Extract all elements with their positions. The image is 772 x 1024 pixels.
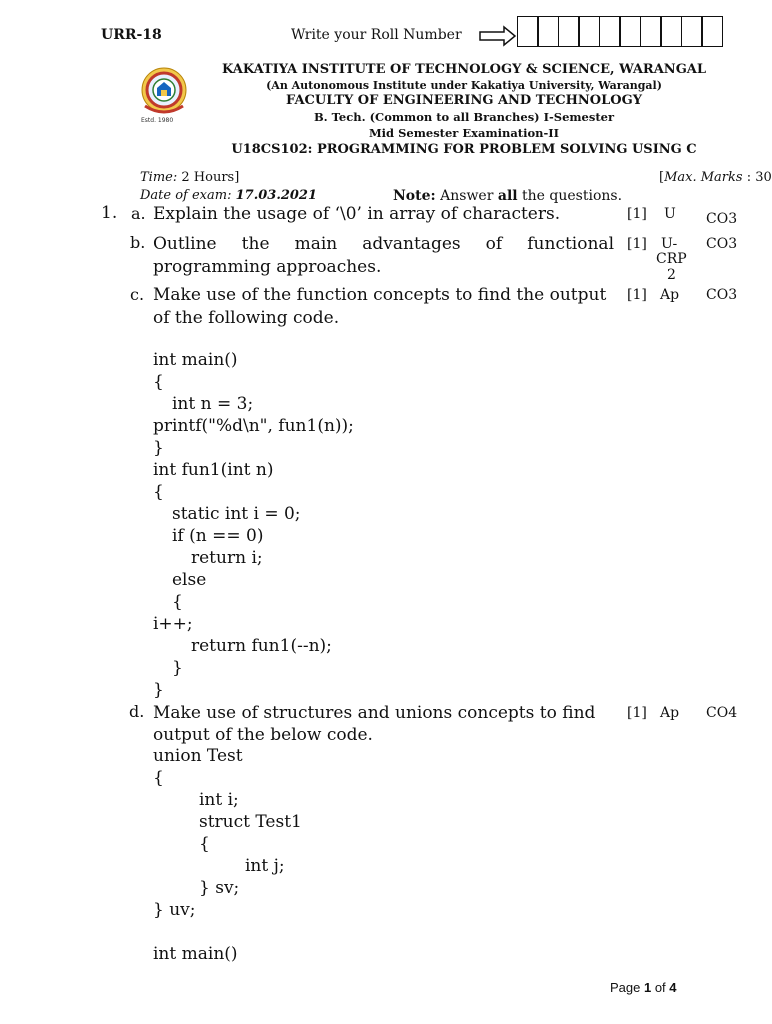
roll-number-box[interactable] bbox=[701, 16, 723, 47]
part-b-co: CO3 bbox=[706, 236, 738, 252]
code-d-line: int i; bbox=[199, 790, 239, 810]
roll-number-box[interactable] bbox=[681, 16, 703, 47]
program-line: B. Tech. (Common to all Branches) I-Semester bbox=[313, 110, 615, 124]
marks-value: : 30 bbox=[742, 170, 772, 185]
part-a-marks: [1] bbox=[627, 206, 647, 222]
code-c-line: i++; bbox=[153, 614, 193, 634]
part-c-co: CO3 bbox=[706, 287, 738, 303]
marks-bracket: [ bbox=[659, 170, 665, 185]
code-c-line: int main() bbox=[153, 350, 238, 370]
time-label: Time: bbox=[140, 170, 182, 185]
code-c-line: } bbox=[153, 680, 164, 700]
code-c-line: if (n == 0) bbox=[172, 526, 264, 546]
code-d-line: } uv; bbox=[153, 900, 196, 920]
roll-number-box[interactable] bbox=[599, 16, 621, 47]
page-total: 4 bbox=[669, 980, 677, 995]
code-c-line: else bbox=[172, 570, 207, 590]
code-c-line: int n = 3; bbox=[172, 394, 254, 414]
roll-number-box[interactable] bbox=[619, 16, 641, 47]
course-title: U18CS102: PROGRAMMING FOR PROBLEM SOLVING USING C bbox=[231, 142, 697, 157]
roll-number-boxes[interactable] bbox=[518, 16, 723, 47]
roll-number-box[interactable] bbox=[517, 16, 539, 47]
code-c-line: return fun1(--n); bbox=[191, 636, 332, 656]
code-d-line: struct Test1 bbox=[199, 812, 302, 832]
page-word: Page bbox=[610, 980, 644, 995]
institute-name: KAKATIYA INSTITUTE OF TECHNOLOGY & SCIENCE, WARANGAL bbox=[221, 62, 707, 77]
code-d-line: { bbox=[199, 834, 210, 854]
code-c-line: printf("%d\n", fun1(n)); bbox=[153, 416, 354, 436]
logo-established-text: Estd. 1980 bbox=[141, 117, 174, 124]
part-d-line2: output of the below code. bbox=[153, 725, 373, 745]
note-label: Note: bbox=[393, 188, 436, 204]
code-c-line: } bbox=[153, 438, 164, 458]
time-value: 2 Hours bbox=[181, 170, 235, 185]
part-d-line1: Make use of structures and unions concepts to find bbox=[153, 703, 596, 723]
exam-note bbox=[393, 188, 622, 204]
roll-number-box[interactable] bbox=[660, 16, 682, 47]
marks-label: Max. Marks bbox=[664, 170, 743, 185]
part-b-marks: [1] bbox=[627, 236, 647, 252]
part-c-label: c. bbox=[130, 285, 145, 304]
max-marks bbox=[659, 170, 772, 185]
part-b-level-3: 2 bbox=[667, 267, 676, 283]
code-d-line: union Test bbox=[153, 746, 243, 766]
institute-logo-icon bbox=[137, 66, 191, 124]
note-bold: all bbox=[497, 188, 518, 204]
code-c-line: { bbox=[172, 592, 183, 612]
part-b-line1: Outline the main advantages of functional bbox=[153, 234, 614, 254]
code-d-line: int j; bbox=[245, 856, 285, 876]
part-a-level: U bbox=[664, 206, 676, 222]
code-d-line: { bbox=[153, 768, 164, 788]
autonomous-line: (An Autonomous Institute under Kakatiya University, Warangal) bbox=[266, 79, 662, 92]
part-a-co: CO3 bbox=[706, 211, 738, 227]
code-d-line: } sv; bbox=[199, 878, 240, 898]
part-c-line1: Make use of the function concepts to find the output bbox=[153, 285, 607, 305]
roll-number-box[interactable] bbox=[578, 16, 600, 47]
page-of: of bbox=[651, 980, 670, 995]
part-d-co: CO4 bbox=[706, 705, 738, 721]
part-d-marks: [1] bbox=[627, 705, 647, 721]
date-value: 17.03.2021 bbox=[235, 188, 318, 203]
part-b-label: b. bbox=[130, 233, 146, 252]
exam-line: Mid Semester Examination-II bbox=[368, 126, 560, 140]
code-d-line: int main() bbox=[153, 944, 238, 964]
exam-duration bbox=[140, 170, 239, 185]
code-c-line: return i; bbox=[191, 548, 263, 568]
part-c-level: Ap bbox=[660, 287, 680, 303]
part-d-label: d. bbox=[129, 702, 145, 721]
roll-number-box[interactable] bbox=[558, 16, 580, 47]
question-number: 1. bbox=[101, 203, 118, 223]
part-c-line2: of the following code. bbox=[153, 308, 340, 328]
page-number bbox=[610, 980, 677, 995]
part-d-level: Ap bbox=[660, 705, 680, 721]
faculty-name: FACULTY OF ENGINEERING AND TECHNOLOGY bbox=[286, 93, 642, 108]
code-c-line: } bbox=[172, 658, 183, 678]
paper-code: URR-18 bbox=[101, 27, 162, 43]
part-a-text: Explain the usage of ‘\0’ in array of characters. bbox=[153, 204, 561, 224]
part-b-level-1: U- bbox=[661, 236, 678, 252]
exam-date bbox=[140, 188, 317, 203]
page-current: 1 bbox=[643, 980, 652, 995]
part-b-line2: programming approaches. bbox=[153, 257, 382, 277]
date-label: Date of exam: bbox=[140, 188, 236, 203]
time-bracket: ] bbox=[234, 170, 240, 185]
code-c-line: static int i = 0; bbox=[172, 504, 301, 524]
arrow-right-icon bbox=[478, 26, 518, 46]
roll-number-box[interactable] bbox=[537, 16, 559, 47]
roll-number-box[interactable] bbox=[640, 16, 662, 47]
code-c-line: { bbox=[153, 482, 164, 502]
part-a-label: a. bbox=[131, 204, 146, 223]
code-c-line: int fun1(int n) bbox=[153, 460, 274, 480]
note-text: Answer bbox=[435, 188, 498, 204]
part-b-level-2: CRP bbox=[656, 251, 687, 267]
roll-number-label: Write your Roll Number bbox=[291, 27, 462, 43]
part-c-marks: [1] bbox=[627, 287, 647, 303]
code-c-line: { bbox=[153, 372, 164, 392]
note-text-end: the questions. bbox=[517, 188, 623, 204]
